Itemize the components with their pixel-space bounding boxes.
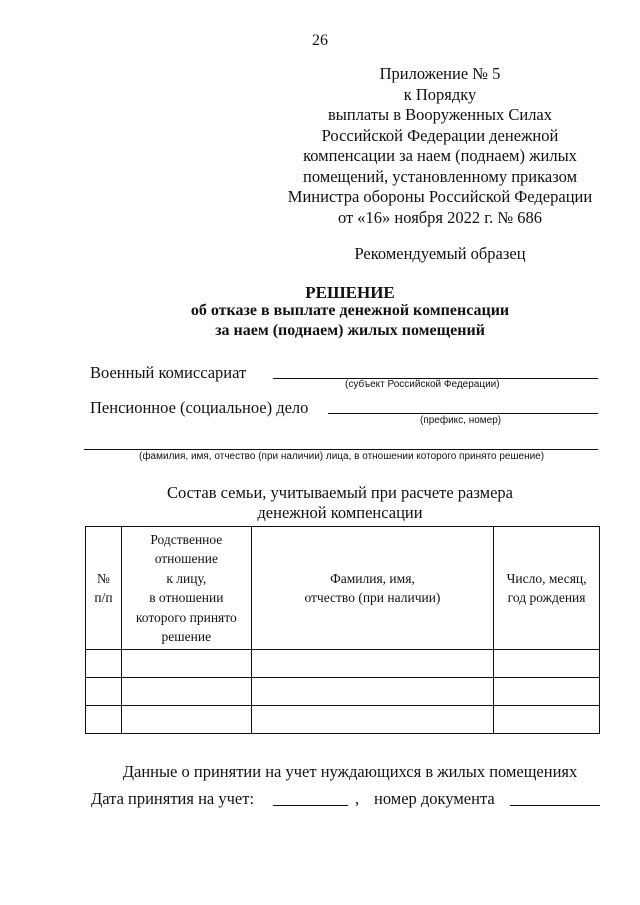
table-cell[interactable] xyxy=(494,706,600,734)
pension-case-caption: (префикс, номер) xyxy=(420,415,502,426)
appendix-line: помещений, установленному приказом xyxy=(302,166,578,186)
family-section-heading xyxy=(60,483,620,523)
appendix-line: компенсации за наем (поднаем) жилых xyxy=(303,146,577,165)
table-cell[interactable] xyxy=(251,706,493,734)
person-name-field[interactable] xyxy=(84,449,598,450)
table-cell[interactable] xyxy=(251,650,493,678)
commissariat-label: Военный комиссариат xyxy=(90,363,247,382)
intake-section-heading: Данные о принятии на учет нуждающихся в жилых помещениях xyxy=(122,762,578,781)
intake-date-field[interactable] xyxy=(273,805,348,806)
table-cell[interactable] xyxy=(251,678,493,706)
table-cell[interactable] xyxy=(86,650,122,678)
appendix-line: выплаты в Вооруженных Силах xyxy=(327,105,552,124)
pension-case-field[interactable] xyxy=(328,413,598,414)
subtitle-line: за наем (поднаем) жилых помещений xyxy=(215,322,485,339)
table-cell[interactable] xyxy=(86,678,122,706)
table-cell[interactable] xyxy=(86,706,122,734)
table-cell[interactable] xyxy=(121,650,251,678)
column-header-full-name: Фамилия, имя, отчество (при наличии) xyxy=(251,527,493,650)
document-number-label: номер документа xyxy=(374,789,495,808)
column-header-relation: Родственное отношение к лицу, в отношении которого принято решение xyxy=(121,527,251,650)
table-cell[interactable] xyxy=(121,706,251,734)
table-row xyxy=(86,706,600,734)
family-heading-line: Состав семьи, учитываемый при расчете размера xyxy=(167,483,513,502)
appendix-line: Российской Федерации денежной xyxy=(321,125,559,145)
appendix-line: к Порядку xyxy=(403,84,477,104)
family-heading-line: денежной компенсации xyxy=(257,503,423,522)
table-row xyxy=(86,678,600,706)
person-name-caption: (фамилия, имя, отчество (при наличии) лица, в отношении которого принято решение) xyxy=(139,451,545,462)
commissariat-caption: (субъект Российской Федерации) xyxy=(345,379,500,390)
table-cell[interactable] xyxy=(121,678,251,706)
document-subtitle xyxy=(0,301,640,341)
column-header-number: № п/п xyxy=(86,527,122,650)
intake-date-label: Дата принятия на учет: xyxy=(91,789,255,808)
appendix-line: от «16» ноября 2022 г. № 686 xyxy=(337,207,543,227)
intake-separator: , xyxy=(355,789,360,808)
family-table xyxy=(85,526,600,734)
page-number: 26 xyxy=(312,32,328,49)
table-header-row xyxy=(86,527,600,650)
recommended-sample-label: Рекомендуемый образец xyxy=(354,244,526,263)
document-number-field[interactable] xyxy=(510,805,600,806)
table-row xyxy=(86,650,600,678)
appendix-line: Министра обороны Российской Федерации xyxy=(287,187,593,206)
column-header-birth-date: Число, месяц, год рождения xyxy=(494,527,600,650)
table-cell[interactable] xyxy=(494,650,600,678)
table-cell[interactable] xyxy=(494,678,600,706)
pension-case-label: Пенсионное (социальное) дело xyxy=(90,398,309,417)
subtitle-line: об отказе в выплате денежной компенсации xyxy=(190,302,510,319)
appendix-line: Приложение № 5 xyxy=(379,64,501,83)
document-title: РЕШЕНИЕ xyxy=(305,283,395,302)
appendix-block xyxy=(230,64,640,228)
